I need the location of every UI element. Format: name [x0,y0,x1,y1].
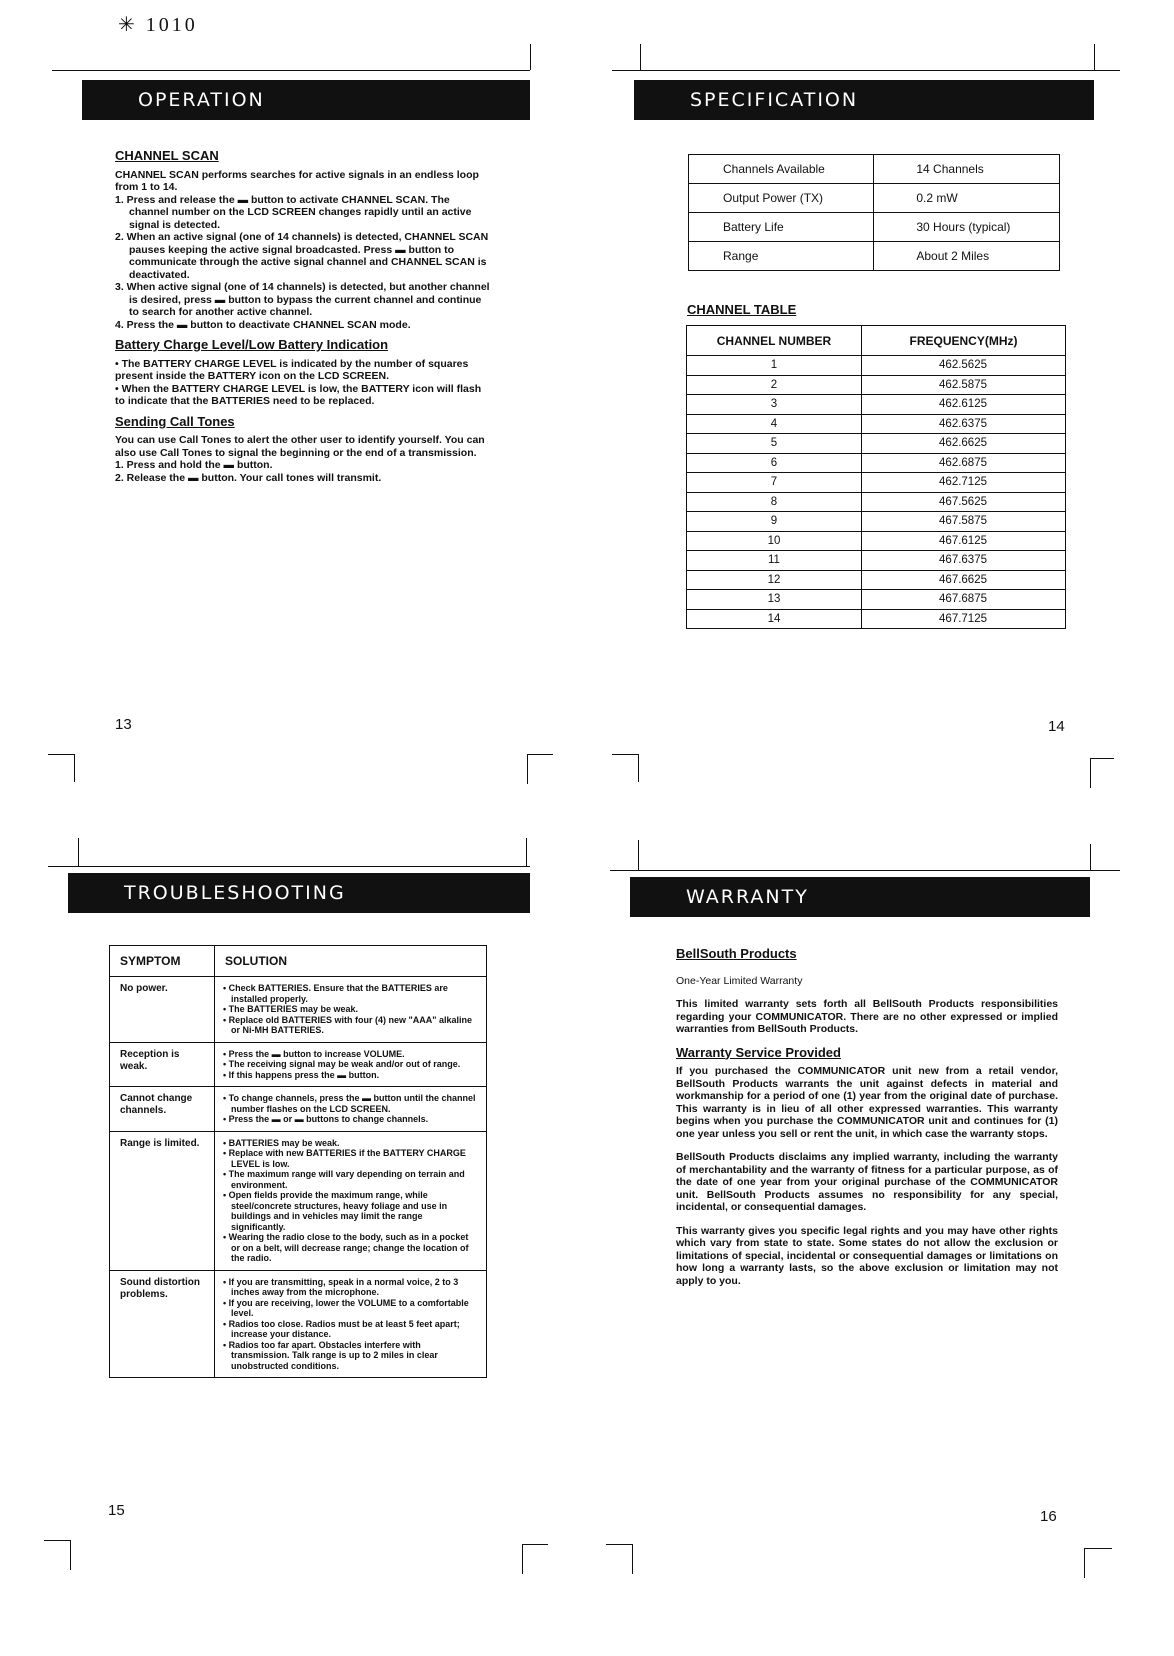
crop-mark [1084,1548,1112,1549]
solution-item: • Press the ▬ button to increase VOLUME. [223,1048,405,1059]
table-row [110,977,487,1043]
solution-item: • If you are receiving, lower the VOLUME to a comfortable level. [223,1297,469,1318]
solution-item: • The BATTERIES may be weak. [223,1004,359,1014]
page-number: 14 [1048,718,1065,735]
crop-mark [527,754,528,784]
crop-mark [1090,758,1114,759]
frequency-cell: 467.6375 [862,551,1066,571]
table-row [687,473,1066,493]
solution-list [223,1138,478,1264]
crop-mark [74,754,75,782]
column-header-solution: SOLUTION [215,946,487,977]
spec-label: Range [689,242,874,271]
solution-item: • The receiving signal may be weak and/or out of range. [223,1059,461,1069]
channel-number-cell: 7 [687,473,862,493]
channel-table [686,325,1066,629]
channel-scan-step: 4. Press the ▬ button to deactivate CHANNEL SCAN mode. [115,318,411,331]
crop-mark [606,1544,632,1545]
channel-number-cell: 2 [687,375,862,395]
solution-item: • To change channels, press the ▬ button until the channel number flashes on the LCD SCREEN. [223,1093,476,1114]
table-row [687,531,1066,551]
page15-banner: TROUBLESHOOTING [68,873,530,913]
channel-scan-step: 3. When active signal (one of 14 channels) is detected, but another channel is desired, press ▬ button to bypass the current channel and continue to search for another active channel. [115,281,490,318]
crop-mark [1084,1548,1085,1578]
channel-scan-intro: CHANNEL SCAN performs searches for active signals in an endless loop from 1 to 14. [115,168,479,193]
warranty-paragraph: If you purchased the COMMUNICATOR unit new from a retail vendor, BellSouth Products warrants the unit against defects in material and workmanship for a period of one (1) year from the original date of purchase. This warranty is in lieu of all other expressed warranties. This warranty begins when you purchase the COMMUNICATOR unit and continues for (1) one year unless you sell or rent the unit, in which case the warranty stops. [676,1065,1058,1140]
solution-item: • Radios too close. Radios must be at least 5 feet apart; increase your distance. [223,1318,460,1339]
solution-item: • BATTERIES may be weak. [223,1137,340,1148]
channel-number-cell: 4 [687,414,862,434]
troubleshooting-table [109,945,487,1378]
page-number: 13 [115,716,132,733]
battery-bullet: • When the BATTERY CHARGE LEVEL is low, the BATTERY icon will flash to indicate that the BATTERIES need to be replaced. [115,382,482,407]
table-row [687,375,1066,395]
crop-mark [44,1540,70,1541]
crop-mark [527,754,553,755]
header-rule [48,866,530,867]
solution-item: • If you are transmitting, speak in a normal voice, 2 to 3 inches away from the microphone. [223,1276,459,1297]
table-row [110,1131,487,1270]
call-tones-step: 2. Release the ▬ button. Your call tones will transmit. [115,471,382,484]
channel-number-cell: 5 [687,434,862,454]
header-tick [638,840,639,870]
table-row [689,242,1060,271]
spec-value: 0.2 mW [874,184,1060,213]
solution-list [223,1277,478,1372]
frequency-cell: 462.5875 [862,375,1066,395]
handwritten-note: ✳ 1010 [118,14,198,36]
frequency-cell: 467.6875 [862,590,1066,610]
page16-content [676,948,1058,1298]
battery-heading: Battery Charge Level/Low Battery Indication [115,337,389,352]
solution-item: • If this happens press the ▬ button. [223,1069,380,1080]
header-tick [78,838,79,866]
table-row [687,356,1066,376]
page13-content [115,150,491,484]
solution-item: • Check BATTERIES. Ensure that the BATTERIES are installed properly. [223,983,448,1004]
column-header-channel: CHANNEL NUMBER [687,326,862,356]
crop-mark [1090,758,1091,788]
table-header-row [110,946,487,977]
solution-list [223,1049,478,1081]
solution-item: • Radios too far apart. Obstacles interfere with transmission. Talk range is up to 2 miles in clear unobstructed conditions. [223,1339,438,1371]
header-tick [1090,844,1091,870]
warranty-intro: This limited warranty sets forth all BellSouth Products responsibilities regarding your COMMUNICATOR. There are no other expressed or implied warranties from BellSouth Products. [676,998,1058,1035]
frequency-cell: 462.6375 [862,414,1066,434]
channel-scan-step: 1. Press and release the ▬ button to activate CHANNEL SCAN. The channel number on the LCD SCREEN changes rapidly until an active signal is detected. [115,193,472,231]
page-number: 16 [1040,1508,1057,1525]
table-row [687,395,1066,415]
table-row [687,609,1066,629]
header-rule [612,70,1120,71]
header-tick [530,44,531,70]
frequency-cell: 467.6125 [862,531,1066,551]
solution-cell [215,1042,487,1087]
channel-table-heading: CHANNEL TABLE [687,302,797,317]
page13-banner: OPERATION [82,80,530,120]
warranty-paragraph: BellSouth Products disclaims any implied warranty, including the warranty of merchantability and the warranty of fitness for a particular purpose, as of the date of one year from your original purchase of the COMMUNICATOR unit. BellSouth Products assumes no responsibility for any special, incidental, or consequential damages. [676,1151,1058,1213]
frequency-cell: 462.6125 [862,395,1066,415]
frequency-cell: 467.5625 [862,492,1066,512]
page16-banner: WARRANTY [630,877,1090,917]
specification-table [688,154,1060,271]
crop-mark [522,1544,523,1574]
channel-number-cell: 3 [687,395,862,415]
frequency-cell: 462.5625 [862,356,1066,376]
warranty-heading: BellSouth Products [676,946,797,961]
crop-mark [522,1544,548,1545]
table-row [689,213,1060,242]
frequency-cell: 467.6625 [862,570,1066,590]
table-row [687,434,1066,454]
call-tones-heading: Sending Call Tones [115,413,235,429]
table-row [687,414,1066,434]
spec-value: 30 Hours (typical) [874,213,1060,242]
frequency-cell: 462.6875 [862,453,1066,473]
frequency-cell: 467.5875 [862,512,1066,532]
table-row [687,590,1066,610]
header-tick [640,44,641,70]
crop-mark [612,754,638,755]
symptom-cell: No power. [110,977,215,1043]
warranty-paragraph: This warranty gives you specific legal rights and you may have other rights which vary from state to state. Some states do not allow the exclusion or limitations of special, incidental or consequential damages or limitations on how long a warranty lasts, so the above exclusion or limitation may not apply to you. [676,1224,1058,1287]
page-number: 15 [108,1502,125,1519]
frequency-cell: 462.7125 [862,473,1066,493]
channel-number-cell: 10 [687,531,862,551]
call-tones-step: 1. Press and hold the ▬ button. [115,459,273,471]
table-row [687,570,1066,590]
column-header-frequency: FREQUENCY(MHz) [862,326,1066,356]
crop-mark [70,1540,71,1570]
channel-number-cell: 14 [687,609,862,629]
table-row [687,453,1066,473]
header-tick [526,838,527,866]
spec-label: Battery Life [689,213,874,242]
channel-number-cell: 9 [687,512,862,532]
solution-cell [215,977,487,1043]
table-row [687,551,1066,571]
table-row [110,1270,487,1378]
warranty-subheading: One-Year Limited Warranty [676,974,803,987]
header-tick [1094,44,1095,70]
solution-cell [215,1131,487,1270]
channel-number-cell: 1 [687,356,862,376]
spec-label: Output Power (TX) [689,184,874,213]
spec-label: Channels Available [689,155,874,184]
channel-number-cell: 11 [687,551,862,571]
crop-mark [638,754,639,782]
symptom-cell: Cannot change channels. [110,1087,215,1132]
solution-item: • Open fields provide the maximum range, while steel/concrete structures, heavy foliage and use in buildings and in vehicles may limit the range significantly. [223,1190,448,1232]
channel-scan-heading: CHANNEL SCAN [115,148,219,163]
solution-list [223,1093,478,1125]
table-row [110,1087,487,1132]
solution-cell [215,1087,487,1132]
channel-number-cell: 8 [687,492,862,512]
solution-item: • The maximum range will vary depending on terrain and environment. [223,1169,465,1190]
solution-list [223,983,478,1036]
page14-banner: SPECIFICATION [634,80,1094,120]
battery-bullet: • The BATTERY CHARGE LEVEL is indicated by the number of squares present inside the BATTERY icon on the LCD SCREEN. [115,357,469,382]
warranty-service-heading: Warranty Service Provided [676,1044,841,1060]
solution-cell [215,1270,487,1378]
crop-mark [632,1544,633,1574]
column-header-symptom: SYMPTOM [110,946,215,977]
channel-scan-step: 2. When an active signal (one of 14 channels) is detected, CHANNEL SCAN pauses keeping the active signal broadcasted. Press ▬ button to communicate through the active signal channel and CHANNEL SCAN is deactivated. [115,231,489,281]
solution-item: • Press the ▬ or ▬ buttons to change channels. [223,1114,429,1124]
symptom-cell: Sound distortion problems. [110,1270,215,1378]
channel-number-cell: 6 [687,453,862,473]
table-header-row [687,326,1066,356]
channel-number-cell: 13 [687,590,862,610]
table-row [687,492,1066,512]
call-tones-intro: You can use Call Tones to alert the other user to identify yourself. You can also use Call Tones to signal the beginning or the end of a transmission. [115,434,485,459]
symptom-cell: Range is limited. [110,1131,215,1270]
spec-value: 14 Channels [874,155,1060,184]
frequency-cell: 462.6625 [862,434,1066,454]
header-rule [610,870,1120,871]
symptom-cell: Reception is weak. [110,1042,215,1087]
spec-value: About 2 Miles [874,242,1060,271]
header-rule [52,70,530,71]
solution-item: • Replace old BATTERIES with four (4) new "AAA" alkaline or Ni-MH BATTERIES. [223,1014,473,1035]
table-row [689,184,1060,213]
crop-mark [48,754,74,755]
table-row [687,512,1066,532]
table-row [110,1042,487,1087]
solution-item: • Wearing the radio close to the body, such as in a pocket or on a belt, will decrease range; change the location of the radio. [223,1232,469,1263]
channel-number-cell: 12 [687,570,862,590]
frequency-cell: 467.7125 [862,609,1066,629]
table-row [689,155,1060,184]
solution-item: • Replace with new BATTERIES if the BATTERY CHARGE LEVEL is low. [223,1148,466,1169]
